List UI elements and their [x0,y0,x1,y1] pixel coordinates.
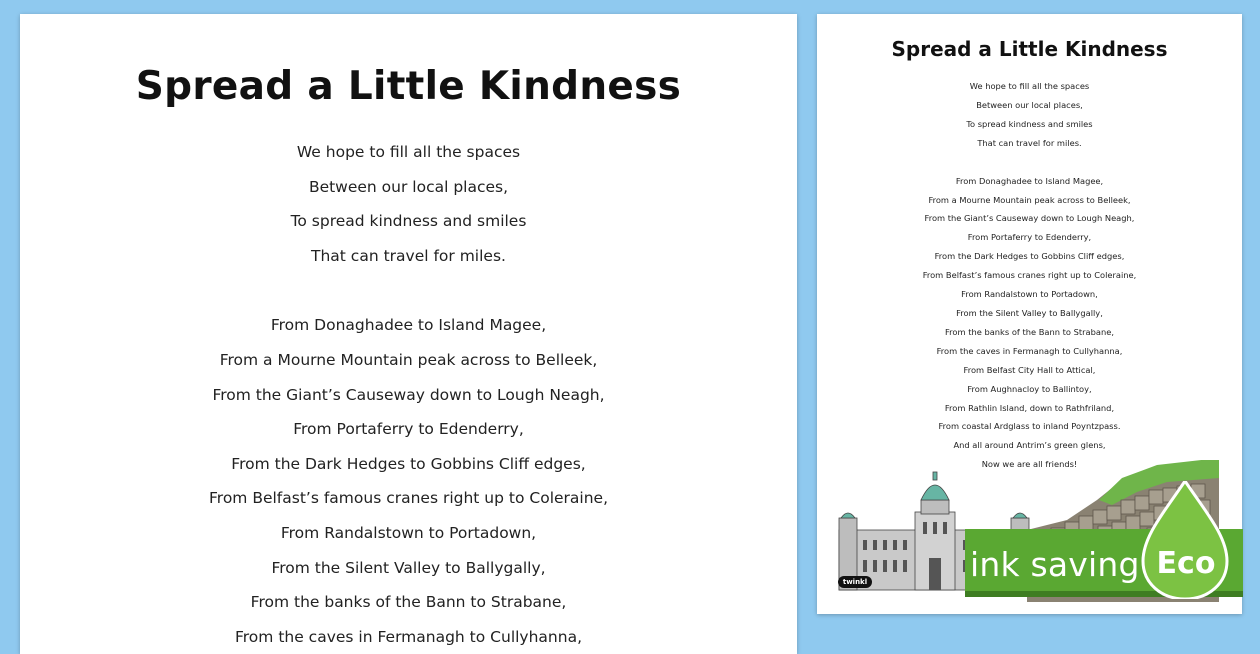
poem-line: From the Silent Valley to Ballygally, [271,558,546,577]
poem-line: From Portaferry to Edenderry, [293,420,524,439]
poem-line: From the banks of the Bann to Strabane, [945,326,1114,337]
poem-line: And all around Antrim’s green glens, [953,440,1106,451]
ink-saving-label: ink saving [970,545,1140,584]
poem-line: From Portaferry to Edenderry, [967,232,1092,243]
poem-line: From the Dark Hedges to Gobbins Cliff edges, [934,251,1125,262]
poem-line: From the Dark Hedges to Gobbins Cliff edges, [231,454,586,473]
poem-line: From the banks of the Bann to Strabane, [250,593,567,612]
poem-line: From the Giant’s Causeway down to Lough Neagh, [924,213,1135,224]
poem-line: To spread kindness and smiles [966,118,1093,129]
poem-line: We hope to fill all the spaces [969,81,1090,91]
poem-line: From Randalstown to Portadown, [961,289,1098,300]
poem-line: We hope to fill all the spaces [296,143,521,161]
eco-label: Eco [1156,546,1216,581]
poem-line: From a Mourne Mountain peak across to Belleek, [219,350,598,369]
poem-line: From Donaghadee to Island Magee, [270,316,547,335]
poem-line: From the Giant’s Causeway down to Lough Neagh, [212,385,605,404]
stanza-gap [20,273,797,308]
poem-line: That can travel for miles. [311,246,506,265]
poem-line: To spread kindness and smiles [290,212,527,231]
poem-line: From the caves in Fermanagh to Cullyhanna, [936,345,1123,356]
preview-title: Spread a Little Kindness [891,37,1168,61]
poem-line: Between our local places, [308,177,509,196]
poem-line: From Randalstown to Portadown, [280,523,537,542]
poem-line: From Belfast’s famous cranes right up to Coleraine, [922,270,1137,281]
poem-line: That can travel for miles. [977,137,1082,148]
poem-line: Now we are all friends! [981,459,1078,470]
poem-text [20,135,797,654]
poem-line: From Donaghadee to Island Magee, [955,175,1104,186]
poem-line: From a Mourne Mountain peak across to Belleek, [928,194,1131,205]
poem-line: From the caves in Fermanagh to Cullyhanna, [234,627,582,646]
stanza-gap [817,153,1242,172]
poem-line: From coastal Ardglass to inland Poyntzpass. [938,421,1121,432]
preview-poem-text [817,77,1242,474]
poem-line: From Aughnacloy to Ballintoy, [967,383,1092,394]
poem-line: Between our local places, [976,99,1083,110]
page-title: Spread a Little Kindness [135,64,682,109]
poem-line: From the Silent Valley to Ballygally, [956,307,1103,318]
poem-line: From Belfast’s famous cranes right up to Coleraine, [209,489,608,508]
worksheet-page-large [20,14,797,654]
twinkl-logo: twinkl [838,576,872,588]
poem-line: From Belfast City Hall to Attical, [963,364,1096,375]
poem-line: From Rathlin Island, down to Rathfriland, [944,402,1115,413]
